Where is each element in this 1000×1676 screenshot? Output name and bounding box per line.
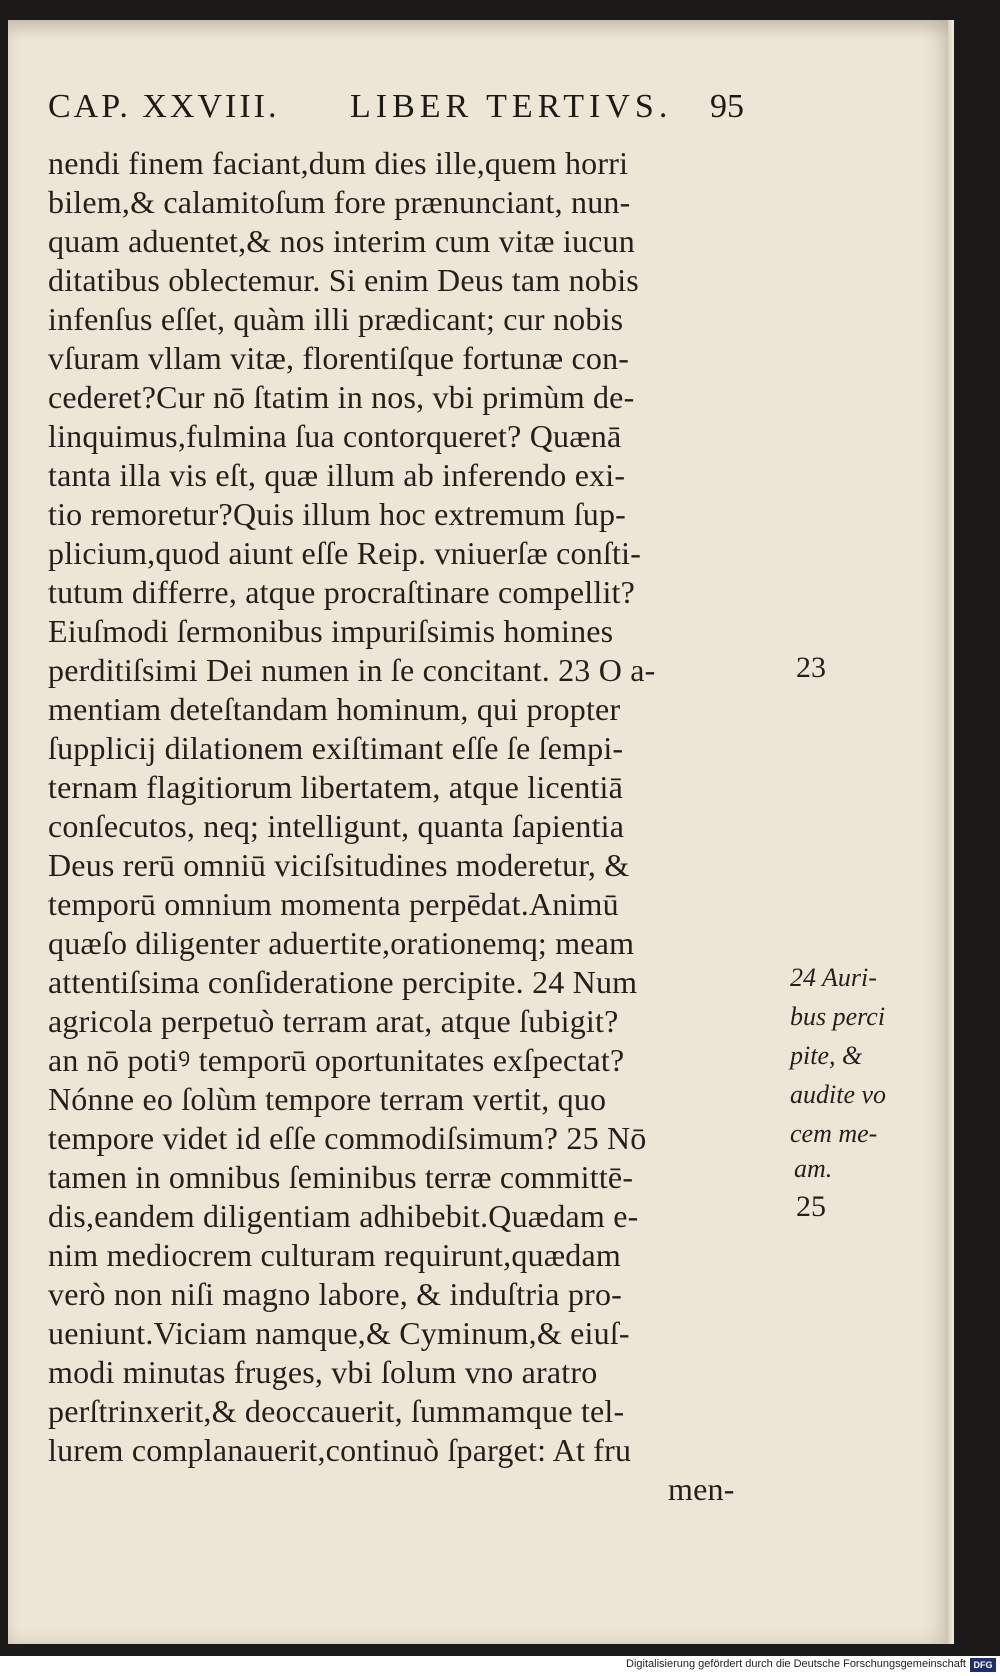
text-line: vſuram vllam vitæ, florentiſque fortunæ con- [48,340,630,376]
text-line: mentiam deteſtandam hominum, qui propter [48,691,621,727]
chapter-heading: CAP. XXVIII. [48,88,280,125]
dfg-logo: DFG [970,1658,996,1672]
margin-note-24: audite vo [790,1080,887,1109]
text-line: temporū omnium momenta perpēdat.Animū [48,886,619,922]
page-edge [948,20,954,1644]
text-line: ternam flagitiorum libertatem, atque licentiā [48,769,623,805]
margin-note-25: 25 [796,1190,826,1223]
text-line: lurem complanauerit,continuò ſparget: At fru [48,1432,632,1468]
text-line: dis,eandem diligentiam adhibebit.Quædam e- [48,1198,639,1234]
catchword: men- [668,1471,735,1507]
text-line: verò non niſi magno labore, & induſtria pro- [48,1276,623,1312]
text-line: tempore videt id eſſe commodiſsimum? 25 Nō [48,1120,647,1156]
digitization-credit: Digitalisierung gefördert durch die Deutsche Forschungsgemeinschaft [626,1658,966,1670]
margin-note-24: 24 Auri- [790,963,877,992]
footer-bar [0,1656,1000,1676]
margin-note-23: 23 [796,651,826,684]
text-line: perditiſsimi Dei numen in ſe concitant. 23 O a- [48,652,656,688]
text-line: ueniunt.Viciam namque,& Cyminum,& eiuſ- [48,1315,630,1351]
text-line: Eiuſmodi ſermonibus impuriſsimis homines [48,613,614,649]
book-page [8,20,954,1644]
text-line: Nónne eo ſolùm tempore terram vertit, quo [48,1081,607,1117]
text-line: plicium,quod aiunt eſſe Reip. vniuerſæ conſti- [48,535,642,571]
page-number: 95 [710,88,744,125]
text-line: nim mediocrem culturam requirunt,quædam [48,1237,621,1273]
text-line: tio remoretur?Quis illum hoc extremum ſup- [48,496,627,532]
text-line: ditatibus oblectemur. Si enim Deus tam nobis [48,262,639,298]
text-line: bilem,& calamitoſum fore prænunciant, nun- [48,184,631,220]
text-line: an nō potiꝰ temporū oportunitates exſpectat? [48,1042,625,1078]
margin-note-24: pite, & [790,1041,863,1070]
margin-note-24: cem me- [790,1119,878,1148]
text-line: infenſus eſſet, quàm illi prædicant; cur nobis [48,301,624,337]
text-line: agricola perpetuò terram arat, atque ſubigit? [48,1003,619,1039]
margin-note-24: bus perci [790,1002,886,1031]
text-line: ſupplicij dilationem exiſtimant eſſe ſe ſempi- [48,730,624,766]
text-line: tamen in omnibus ſeminibus terræ committē- [48,1159,634,1195]
text-line: perſtrinxerit,& deoccauerit, ſummamque tel- [48,1393,625,1429]
text-line: tanta illa vis eſt, quæ illum ab inferendo exi- [48,457,626,493]
text-line: attentiſsima conſideratione percipite. 24 Num [48,964,638,1000]
text-line: Deus rerū omniū viciſsitudines moderetur, & [48,847,630,883]
text-line: quam aduentet,& nos interim cum vitæ iucun [48,223,635,259]
text-line: conſecutos, neq; intelligunt, quanta ſapientia [48,808,625,844]
text-line: quæſo diligenter aduertite,orationemq; meam [48,925,635,961]
text-line: nendi finem faciant,dum dies ille,quem horri [48,145,629,181]
running-header [42,74,762,134]
margin-note-24: am. [794,1154,833,1183]
text-line: cederet?Cur nō ſtatim in nos, vbi primùm de- [48,379,635,415]
text-line: tutum differre, atque procraſtinare compellit? [48,574,636,610]
body-text [48,144,887,1509]
text-line: linquimus,fulmina ſua contorqueret? Quænā [48,418,622,454]
text-line: modi minutas fruges, vbi ſolum vno aratro [48,1354,598,1390]
book-title: LIBER TERTIVS. [350,88,673,125]
